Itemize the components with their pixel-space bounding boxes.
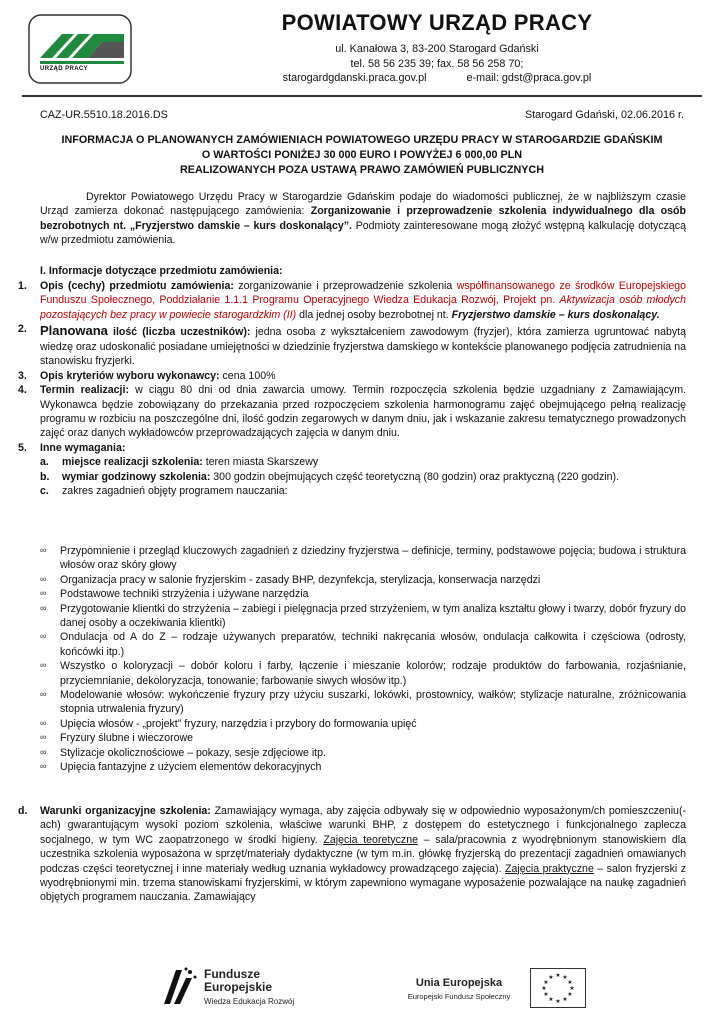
office-name: POWIATOWY URZĄD PRACY <box>281 10 593 35</box>
intro-subject: Zorganizowanie i przeprowadzenie szkolenia indywidualnego dla osób bezrobotnych nt. „Fryzjerstwo damskie – kurs doskonalący”. <box>40 205 686 232</box>
eu-title: Unia Europejska <box>415 977 503 989</box>
intro-text: Dyrektor Powiatowego Urzędu Pracy w Starogardzie Gdańskim podaje do wiadomości publicznej, że w najbliższym czasie Urząd zamierza dokonać następującego zamówienia: <box>40 191 686 218</box>
bullet-icon: ∞ <box>40 689 47 700</box>
list-item-3 <box>18 369 686 383</box>
curriculum-item <box>40 602 686 631</box>
document-reference: CAZ-UR.5510.18.2016.DS <box>40 109 168 121</box>
svg-text:★: ★ <box>567 991 573 998</box>
website-link[interactable]: starogardgdanski.praca.gov.pl <box>282 72 427 85</box>
item-number: 2. <box>18 323 27 336</box>
fe-program-name: Wiedza Edukacja Rozwój <box>204 997 295 1006</box>
course-name: Fryzjerstwo damskie – kurs doskonalący. <box>451 308 660 321</box>
curriculum-text: Modelowanie włosów: wykończenie fryzury przy użyciu suszarki, lokówki, prostownicy, wałków; stylizacje naturalne, zróżnicowania stopnia utrwalenia fryzury) <box>60 689 686 716</box>
list-item-5 <box>18 441 686 499</box>
project-name: Aktywizacja osób młodych pozostających bez pracy w powiecie starogardzkim (II) <box>40 294 687 321</box>
intro-paragraph <box>40 190 686 248</box>
contact-line <box>227 71 647 86</box>
sub-item-b <box>40 470 686 484</box>
intro-end: Podmioty zainteresowane mogą złożyć wstępną kalkulację dotyczącą w/w przedmiotu zamówienia. <box>40 219 686 247</box>
numbered-list <box>18 279 687 498</box>
curriculum-text: Organizacja pracy w salonie fryzjerskim - zasady BHP, dezynfekcja, sterylizacja, konserwacja narzędzi <box>60 573 541 586</box>
item-text-after: dla jednej osoby bezrobotnej nt. <box>296 308 452 321</box>
bullet-icon: ∞ <box>40 602 47 613</box>
office-address <box>227 42 647 86</box>
email-link[interactable]: e-mail: gdst@praca.gov.pl <box>466 72 592 85</box>
bullet-icon: ∞ <box>40 588 47 599</box>
sub-label: miejsce realizacji szkolenia: <box>62 456 203 469</box>
document-title <box>36 133 688 178</box>
fe-line-2: Europejskie <box>204 979 273 994</box>
curriculum-text: Podstawowe techniki strzyżenia i używane narzędzia <box>60 588 309 601</box>
funding-footer <box>0 962 724 1022</box>
practical-classes-label: Zajęcia praktyczne <box>505 862 594 875</box>
svg-text:★: ★ <box>548 996 554 1003</box>
item-label: Inne wymagania: <box>40 441 126 454</box>
fe-line-1: Fundusze <box>204 967 260 981</box>
bullet-icon: ∞ <box>40 545 47 555</box>
svg-text:★: ★ <box>543 991 549 998</box>
svg-text:★: ★ <box>548 974 554 981</box>
curriculum-text: Wszystko o koloryzacji – dobór koloru i farby, łączenie i mieszanie kolorów; rodzaje produktów do farbowania, rozjaśnianie, przyciemnianie, dekoloryzacja, tonowanie; farbowanie siwych włosów itp.) <box>60 660 686 687</box>
section-heading: I. Informacje dotyczące przedmiotu zamówienia: <box>40 265 283 277</box>
item-label: ilość (liczba uczestników): <box>107 326 251 339</box>
sub-letter: d. <box>18 805 28 817</box>
curriculum-item <box>40 746 686 760</box>
item-number: 1. <box>18 280 27 292</box>
list-item-1 <box>18 279 687 322</box>
place-date: Starogard Gdański, 02.06.2016 r. <box>524 109 684 121</box>
fe-logo-text <box>204 968 272 993</box>
bullet-icon: ∞ <box>40 732 47 743</box>
list-item-2 <box>18 322 686 368</box>
curriculum-text: Fryzury ślubne i wieczorowe <box>60 732 194 745</box>
curriculum-item <box>40 587 686 601</box>
curriculum-text: Ondulacja od A do Z – rodzaje używanych preparatów, techniki nakręcania włosów, ondulacja całkowita i częściowa (odrosty, końcówki itp.) <box>60 631 686 658</box>
bullet-icon: ∞ <box>40 746 47 757</box>
item-label-big: Planowana <box>40 323 108 339</box>
item-label: Opis (cechy) przedmiotu zamówienia: <box>40 280 234 292</box>
curriculum-item <box>40 717 686 731</box>
logo-caption: URZĄD PRACY <box>40 66 89 72</box>
item-number: 5. <box>18 441 27 454</box>
curriculum-text: Stylizacje okolicznościowe – pokazy, sesje zdjęciowe itp. <box>60 746 326 759</box>
curriculum-item <box>40 544 686 573</box>
curriculum-text: Upięcia włosów - „projekt” fryzury, narzędzia i przybory do formowania upięć <box>60 717 417 730</box>
svg-text:★: ★ <box>569 985 575 992</box>
bullet-icon: ∞ <box>40 573 47 584</box>
sub-item-a <box>40 455 686 469</box>
svg-text:★: ★ <box>562 996 568 1003</box>
letterhead <box>22 8 702 98</box>
svg-text:★: ★ <box>562 974 568 981</box>
curriculum-list <box>40 544 686 775</box>
conditions-text-1: Zamawiający wymaga, aby zajęcia odbywały się w odpowiednio wyposażonym/ch pomieszczeniu(-ach) gwarantującym wysoki poziom szkolenia, właściwe warunki BHP, z dostępem do estetycznego i funkcjonalnego zaplecza socjalnego, w tym WC zaopatrzonego w środki higieny. <box>40 805 687 846</box>
curriculum-text: Przypomnienie i przegląd kluczowych zagadnień z dziedziny fryzjerstwa – definicje, terminy, podstawowe pojęcia; budowa i struktura włosów oraz skóry głowy <box>60 545 686 572</box>
cofinancing-text: współfinansowanego ze środków Europejskiego Funduszu Społecznego, Poddziałanie 1.1.1 Programu Operacyjnego Wiedza Edukacja Rozwój, Projekt pn. <box>40 280 686 307</box>
item-number: 3. <box>18 369 27 382</box>
urzad-pracy-logo <box>28 14 132 84</box>
item-label: Termin realizacji: <box>40 384 129 397</box>
curriculum-item <box>40 760 686 774</box>
sub-text: teren miasta Skarszewy <box>202 456 319 469</box>
theory-classes-label: Zajęcia teoretyczne <box>323 833 418 846</box>
curriculum-item <box>40 659 686 688</box>
sub-item-c <box>40 484 686 498</box>
list-item-4 <box>18 383 686 441</box>
eu-flag-icon <box>530 968 586 1008</box>
item-text: cena 100% <box>219 369 276 382</box>
sub-text: zakres zagadnień objęty programem nauczania: <box>62 484 288 497</box>
curriculum-item <box>40 630 686 659</box>
bullet-icon: ∞ <box>40 660 47 671</box>
organizational-conditions <box>18 804 687 905</box>
item-label: Opis kryteriów wyboru wykonawcy: <box>40 369 220 382</box>
item-text: zorganizowanie i przeprowadzenie szkolenia <box>233 280 457 292</box>
sub-letter: b. <box>40 470 50 483</box>
curriculum-text: Upięcia fantazyjne z użyciem elementów dekoracyjnych <box>60 761 322 774</box>
item-text: w ciągu 80 dni od dnia zawarcia umowy. Termin rozpoczęcia szkolenia będzie uzgadniany z Zamawiającym. Wykonawca będzie zobowiązany do przekazania przed rozpoczęciem szkolenia harmonogramu zajęć obejmującego pełną realizację programu w rozbiciu na poszczególne dni, ilość godzin zegarowych w danym dniu, jak i wskazanie zakresu tematycznego prowadzonych zajęć oraz danych wykładowców przeprowadzających zajęcia w danym dniu. <box>40 384 686 440</box>
sub-label: wymiar godzinowy szkolenia: <box>62 470 211 483</box>
curriculum-text: Przygotowanie klientki do strzyżenia – zabiegi i pielęgnacja przed strzyżeniem, w tym analiza kształtu głowy i twarzy, dobór fryzury do danej osoby a oczekiwania klientki) <box>60 602 686 630</box>
curriculum-item <box>40 688 686 717</box>
svg-text:★: ★ <box>567 979 573 986</box>
bullet-icon: ∞ <box>40 761 47 772</box>
phone-line: tel. 58 56 235 39; fax. 58 56 258 70; <box>350 57 524 70</box>
svg-text:★: ★ <box>555 998 561 1005</box>
sub-letter: a. <box>40 456 49 469</box>
fundusze-europejskie-logo <box>160 966 200 1008</box>
title-line-1: INFORMACJA O PLANOWANYCH ZAMÓWIENIACH POWIATOWEGO URZĘDU PRACY W STAROGARDZIE GDAŃSKIM <box>61 134 663 146</box>
bullet-icon: ∞ <box>40 717 47 728</box>
conditions-text-3: – salon fryzjerski z wyodrębnionymi min. trzema stanowiskami fryzjerskimi, w którym zapewniono wymagane wyposażenie pozwalające na naukę zagadnień objętych programem nauczania. Zamawiający <box>40 862 686 904</box>
item-number: 4. <box>18 384 27 397</box>
conditions-label: Warunki organizacyjne szkolenia: <box>40 805 211 817</box>
svg-text:★: ★ <box>555 972 561 979</box>
conditions-text-2: – sala/pracownia z wyodrębnionym stanowiskiem dla uczestnika szkolenia wyposażona w sprzęt/materiały dydaktyczne (w tym m.in. główkę fryzjerską do prezentacji zagadnień omawianych podczas części teoretycznej i inne materiały według uznania wykładowcy prowadzącego zajęcia). <box>40 833 686 875</box>
header-divider <box>22 95 702 97</box>
bullet-icon: ∞ <box>40 631 47 642</box>
sub-text: 300 godzin obejmujących część teoretyczną (80 godzin) oraz praktyczną (220 godzin). <box>210 470 620 483</box>
curriculum-item <box>40 731 686 745</box>
item-text: jedna osoba z wykształceniem zawodowym (fryzjer), która zamierza ugruntować nabytą wiedzę oraz udoskonalić posiadane umiejętności w dziedzinie fryzjerstwa damskiego w kontekście planowanego podjęcia zatrudnienia na stanowisku fryzjerki. <box>40 326 686 368</box>
eu-fund-name: Europejski Fundusz Społeczny <box>407 992 511 1001</box>
title-line-2: O WARTOŚCI PONIŻEJ 30 000 EURO I POWYŻEJ 6 000,00 PLN <box>201 149 523 162</box>
address-line: ul. Kanałowa 3, 83-200 Starogard Gdański <box>335 43 539 55</box>
svg-text:★: ★ <box>541 985 547 992</box>
sub-letter: c. <box>40 484 49 497</box>
title-line-3: REALIZOWANYCH POZA USTAWĄ PRAWO ZAMÓWIEŃ PUBLICZNYCH <box>179 164 545 177</box>
curriculum-item <box>40 573 686 587</box>
svg-text:★: ★ <box>543 979 549 986</box>
